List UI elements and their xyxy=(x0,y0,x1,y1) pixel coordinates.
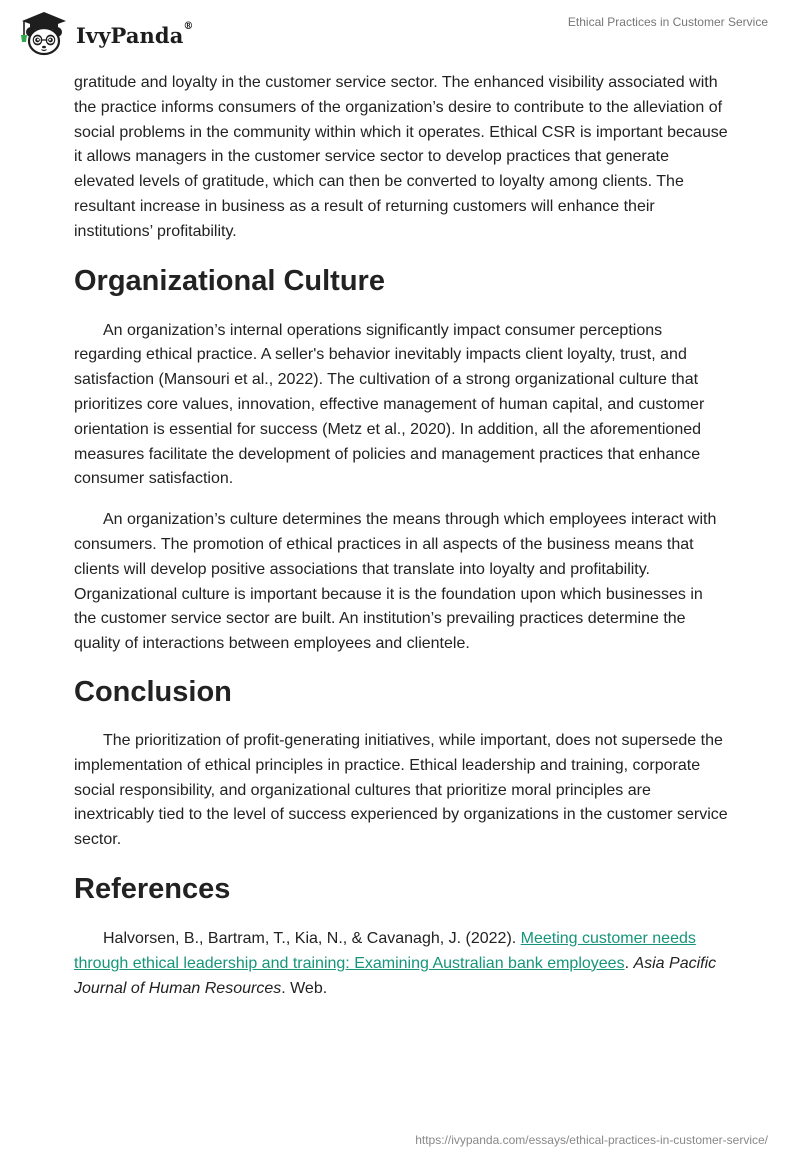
essay-content xyxy=(74,71,728,1001)
paragraph: The prioritization of profit-generating initiatives, while important, does not supersede the implementation of ethical principles in practice. Ethical leadership and training, corporate social responsibility, and organizational cultures that prioritize moral principles are inextricably tied to the level of success experienced by organizations in the customer service sector. xyxy=(74,731,728,849)
reference-journal: Asia Pacific Journal of Human Resources xyxy=(74,954,717,997)
panda-graduate-logo-icon xyxy=(16,8,72,58)
reference-suffix: . Web. xyxy=(281,979,328,997)
section-heading-organizational-culture: Organizational Culture xyxy=(74,264,385,297)
footer-url: https://ivypanda.com/essays/ethical-practices-in-customer-service/ xyxy=(415,1133,768,1147)
section-heading-conclusion: Conclusion xyxy=(74,675,232,708)
document-title: Ethical Practices in Customer Service xyxy=(567,15,768,29)
reference-punctuation: . xyxy=(624,954,634,972)
paragraph: An organization’s internal operations significantly impact consumer perceptions regarding ethical practice. A seller's behavior inevitably impacts client loyalty, trust, and satisfaction (Mansouri et al., 2022). The cultivation of a strong organizational culture that prioritizes core values, innovation, effective management of human capital, and customer orientation is essential for success (Metz et al., 2020). In addition, all the aforementioned measures facilitate the development of policies and management practices that enhance consumer satisfaction. xyxy=(74,321,705,488)
reference-title-link[interactable]: Meeting customer needs through ethical leadership and training: Examining Australian bank employees xyxy=(74,929,696,972)
page-header xyxy=(0,0,800,64)
reference-entry xyxy=(74,927,728,1001)
paragraph: An organization’s culture determines the means through which employees interact with consumers. The promotion of ethical practices in all aspects of the business means that clients will develop positive associations that translate into loyalty and profitability. Organizational culture is important because it is the foundation upon which businesses in the customer service sector are built. An institution’s prevailing practices determine the quality of interactions between employees and clientele. xyxy=(74,511,717,653)
brand-name: IvyPanda® xyxy=(76,20,194,48)
section-heading-references: References xyxy=(74,872,231,905)
ivypanda-logo[interactable] xyxy=(16,8,194,58)
intro-paragraph: gratitude and loyalty in the customer service sector. The enhanced visibility associated with the practice informs consumers of the organization’s desire to contribute to the alleviation of social problems in the community within which it operates. Ethical CSR is important because it allows managers in the customer service sector to develop practices that generate elevated levels of gratitude, which can then be converted to loyalty among clients. The resultant increase in business as a result of returning customers will enhance their institutions’ profitability. xyxy=(74,74,728,240)
reference-authors: Halvorsen, B., Bartram, T., Kia, N., & Cavanagh, J. (2022). xyxy=(103,929,521,947)
registered-mark: ® xyxy=(183,20,194,32)
